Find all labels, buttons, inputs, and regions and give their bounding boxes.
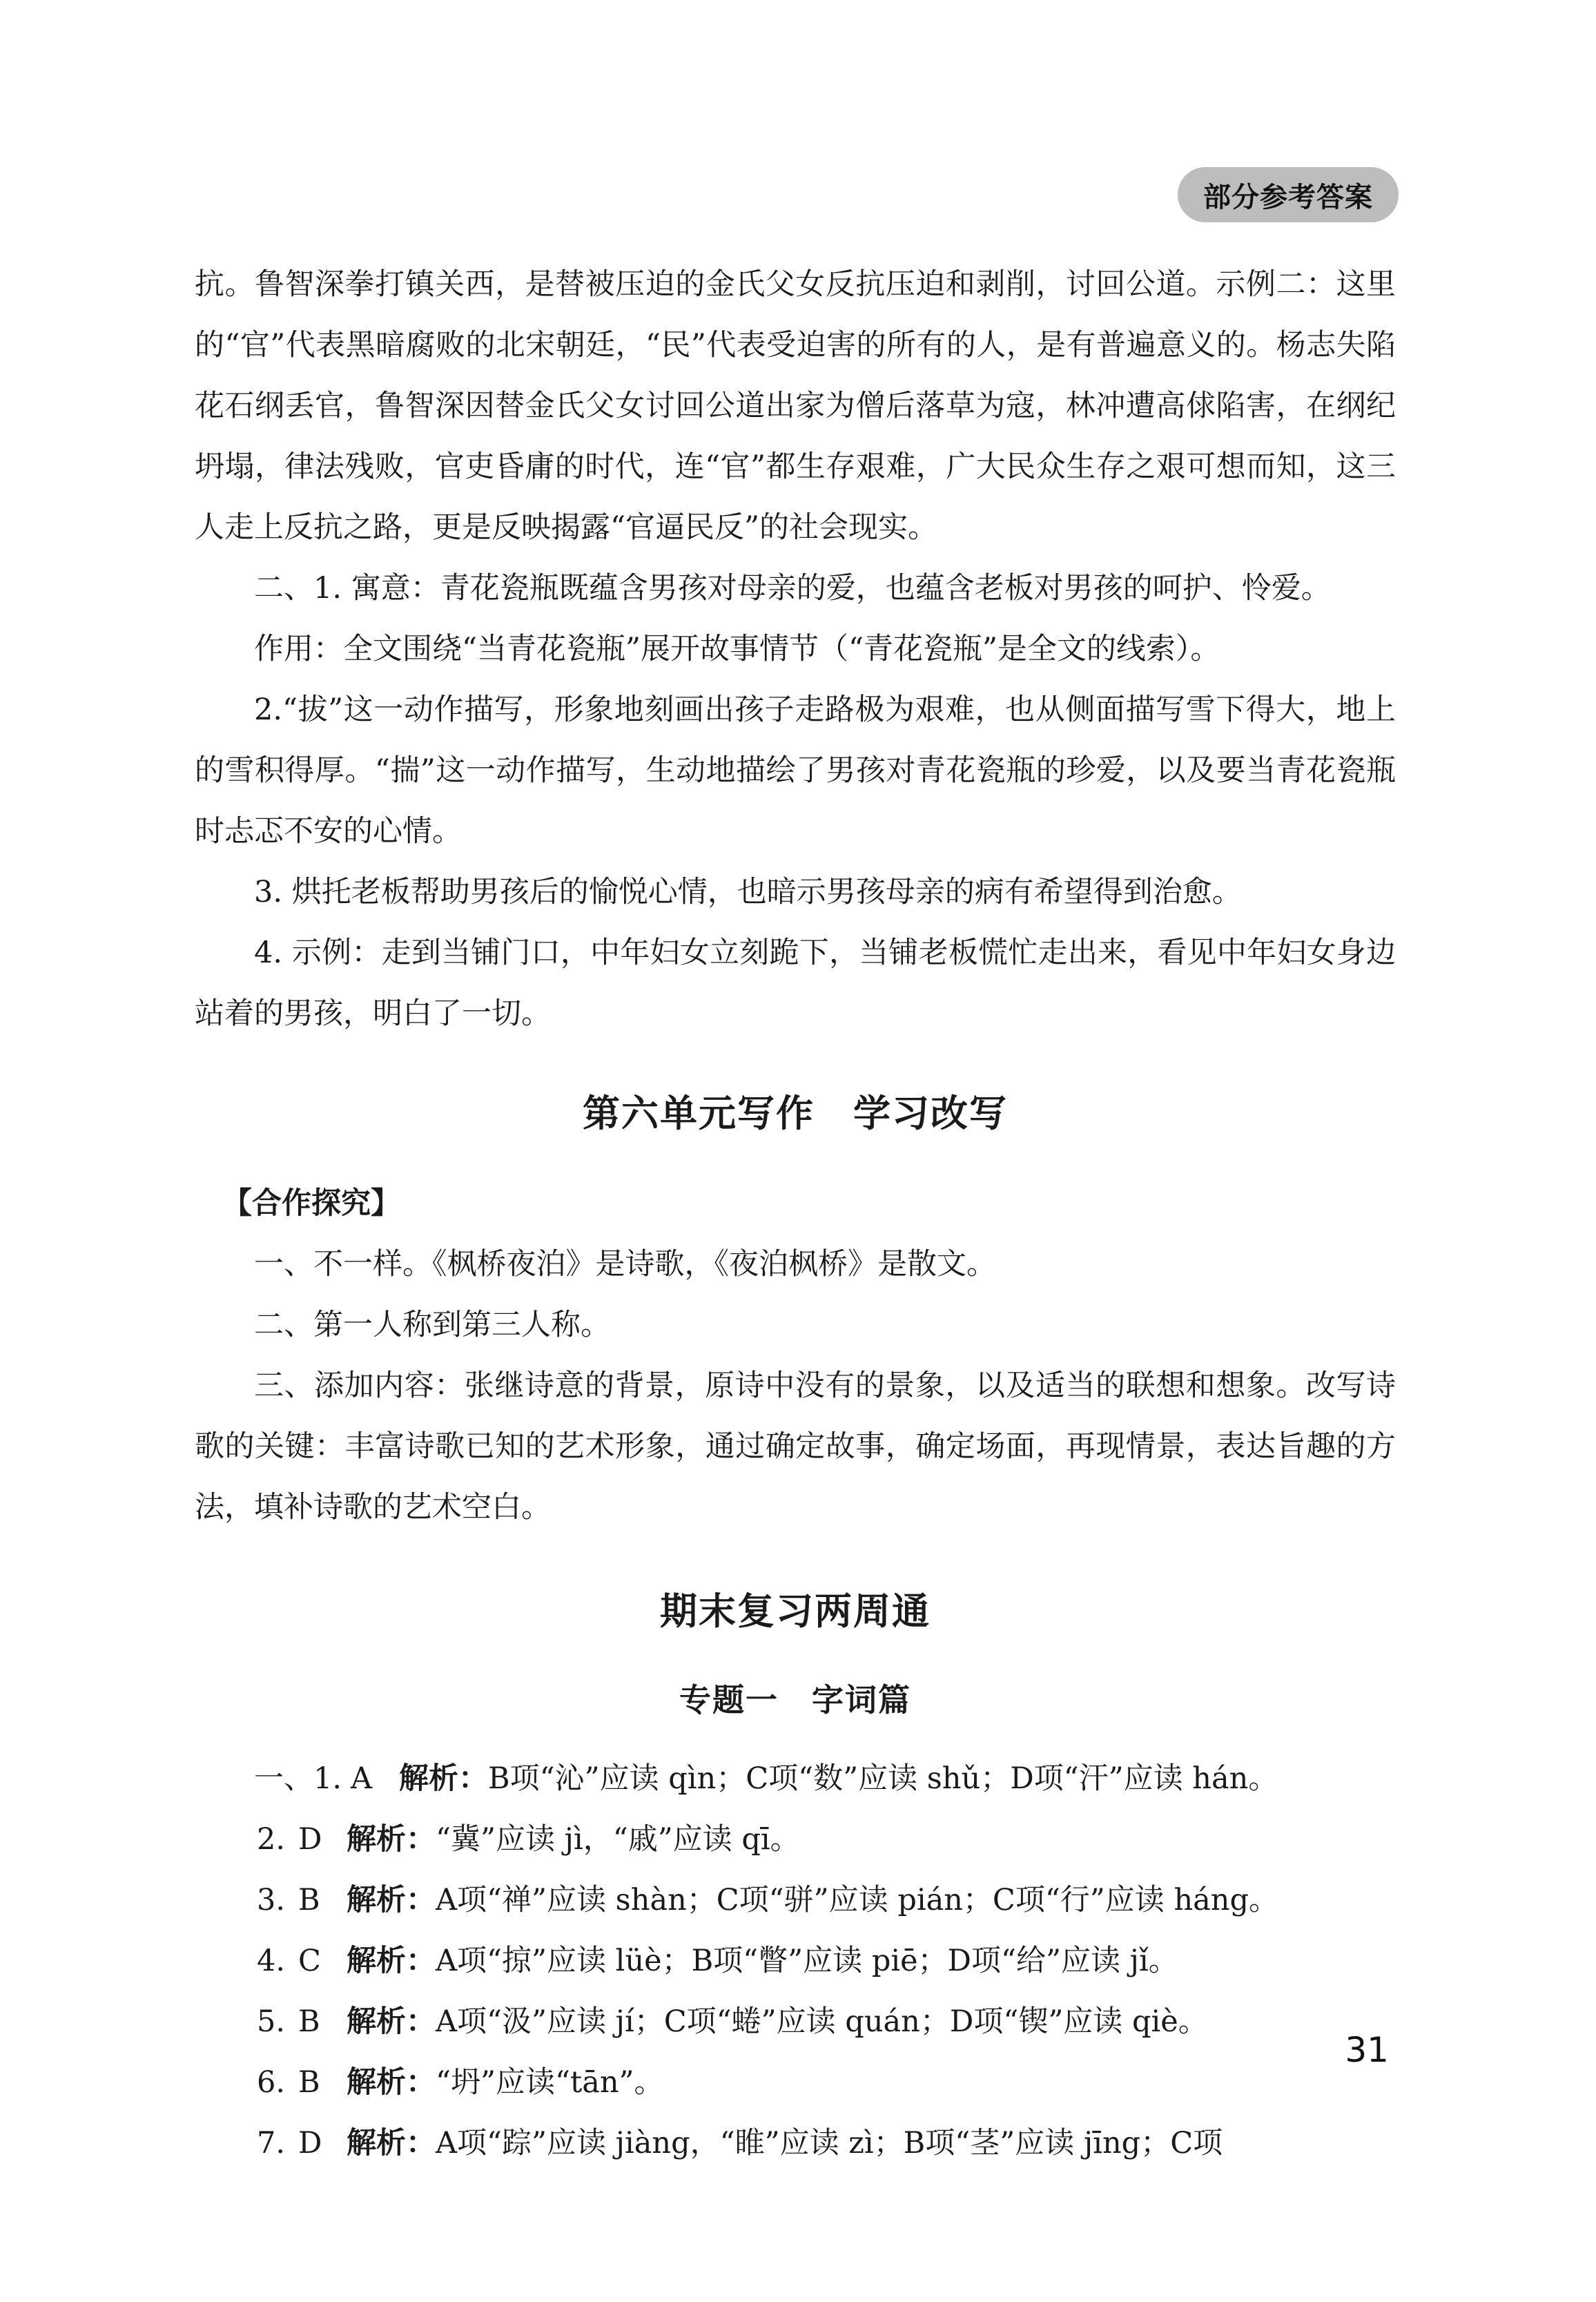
paragraph: 2.“拔”这一动作描写，形象地刻画出孩子走路极为艰难，也从侧面描写雪下得大，地上的雪积得厚。“揣”这一动作描写，生动地描绘了男孩对青花瓷瓶的珍爱，以及要当青花瓷瓶时忐忑不安的心情。	[195, 693, 1396, 849]
section-header-tab: 部分参考答案	[1178, 167, 1399, 222]
analysis-label: 解析：	[399, 1761, 488, 1796]
analysis-text: B项“沁”应读 qìn；C项“数”应读 shǔ；D项“汗”应读 hán。	[488, 1761, 1278, 1796]
answer-item	[195, 1809, 1396, 1870]
item-answer: B	[298, 2004, 320, 2039]
section-label: 【合作探究】	[222, 1186, 400, 1221]
item-number: 一、1.	[254, 1761, 342, 1796]
item-answer: A	[351, 1761, 373, 1796]
answer-item	[195, 1870, 1396, 1931]
item-number: 2.	[257, 1822, 286, 1857]
page-number: 31	[1345, 2030, 1389, 2070]
item-number: 4.	[257, 1944, 286, 1978]
paragraph: 二、1. 寓意：青花瓷瓶既蕴含男孩对母亲的爱，也蕴含老板对男孩的呵护、怜爱。	[254, 571, 1331, 606]
paragraph: 二、第一人称到第三人称。	[254, 1308, 610, 1342]
analysis-label: 解析：	[347, 1883, 436, 1917]
page-content	[195, 254, 1396, 2174]
paragraph: 作用：全文围绕“当青花瓷瓶”展开故事情节（“青花瓷瓶”是全文的线索）。	[254, 632, 1220, 666]
section-title-writing: 第六单元写作 学习改写	[583, 1092, 1008, 1135]
paragraph: 抗。鲁智深拳打镇关西，是替被压迫的金氏父女反抗压迫和剥削，讨回公道。示例二：这里的“官”代表黑暗腐败的北宋朝廷，“民”代表受迫害的所有的人，是有普遍意义的。杨志失陷花石纲丢官，鲁智深因替金氏父女讨回公道出家为僧后落草为寇，林冲遭高俅陷害，在纲纪坍塌，律法残败，官吏昏庸的时代，连“官”都生存艰难，广大民众生存之艰可想而知，这三人走上反抗之路，更是反映揭露“官逼民反”的社会现实。	[195, 267, 1396, 545]
paragraph: 3. 烘托老板帮助男孩后的愉悦心情，也暗示男孩母亲的病有希望得到治愈。	[254, 875, 1242, 909]
analysis-label: 解析：	[347, 1822, 436, 1857]
analysis-text: A项“踪”应读 jiàng，“睢”应读 zì；B项“茎”应读 jīng；C项	[436, 2126, 1223, 2160]
analysis-text: A项“汲”应读 jí；C项“蜷”应读 quán；D项“锲”应读 qiè。	[436, 2004, 1208, 2039]
item-answer: B	[298, 2065, 320, 2100]
paragraph: 4. 示例：走到当铺门口，中年妇女立刻跪下，当铺老板慌忙走出来，看见中年妇女身边站着的男孩，明白了一切。	[195, 936, 1396, 1031]
analysis-text: A项“禅”应读 shàn；C项“骈”应读 pián；C项“行”应读 háng。	[436, 1883, 1279, 1917]
item-number: 7.	[257, 2126, 286, 2160]
analysis-label: 解析：	[347, 1944, 436, 1978]
paragraph: 一、不一样。《枫桥夜泊》是诗歌，《夜泊枫桥》是散文。	[254, 1247, 996, 1281]
analysis-text: A项“掠”应读 lüè；B项“瞥”应读 piē；D项“给”应读 jǐ。	[436, 1944, 1178, 1978]
item-answer: D	[298, 1822, 322, 1857]
item-answer: B	[298, 1883, 320, 1917]
section-subtitle: 专题一 字词篇	[679, 1681, 911, 1719]
analysis-label: 解析：	[347, 2004, 436, 2039]
item-answer: C	[298, 1944, 321, 1978]
item-number: 6.	[257, 2065, 286, 2100]
item-number: 3.	[257, 1883, 286, 1917]
analysis-text: “坍”应读“tān”。	[436, 2065, 664, 2100]
answer-item	[195, 1931, 1396, 1991]
analysis-text: “冀”应读 jì，“戚”应读 qī。	[436, 1822, 800, 1857]
paragraph: 三、添加内容：张继诗意的背景，原诗中没有的景象，以及适当的联想和想象。改写诗歌的关键：丰富诗歌已知的艺术形象，通过确定故事，确定场面，再现情景，表达旨趣的方法，填补诗歌的艺术空白。	[195, 1368, 1396, 1525]
top-paragraphs	[195, 254, 1396, 1044]
answer-item	[195, 2052, 1396, 2113]
item-number: 5.	[257, 2004, 286, 2039]
analysis-label: 解析：	[347, 2065, 436, 2100]
section-title-review: 期末复习两周通	[660, 1589, 931, 1633]
answer-item	[195, 1991, 1396, 2052]
analysis-label: 解析：	[347, 2126, 436, 2160]
answer-list	[195, 1748, 1396, 2174]
answer-item	[195, 1748, 1396, 1809]
answer-item	[195, 2113, 1396, 2174]
item-answer: D	[298, 2126, 322, 2160]
